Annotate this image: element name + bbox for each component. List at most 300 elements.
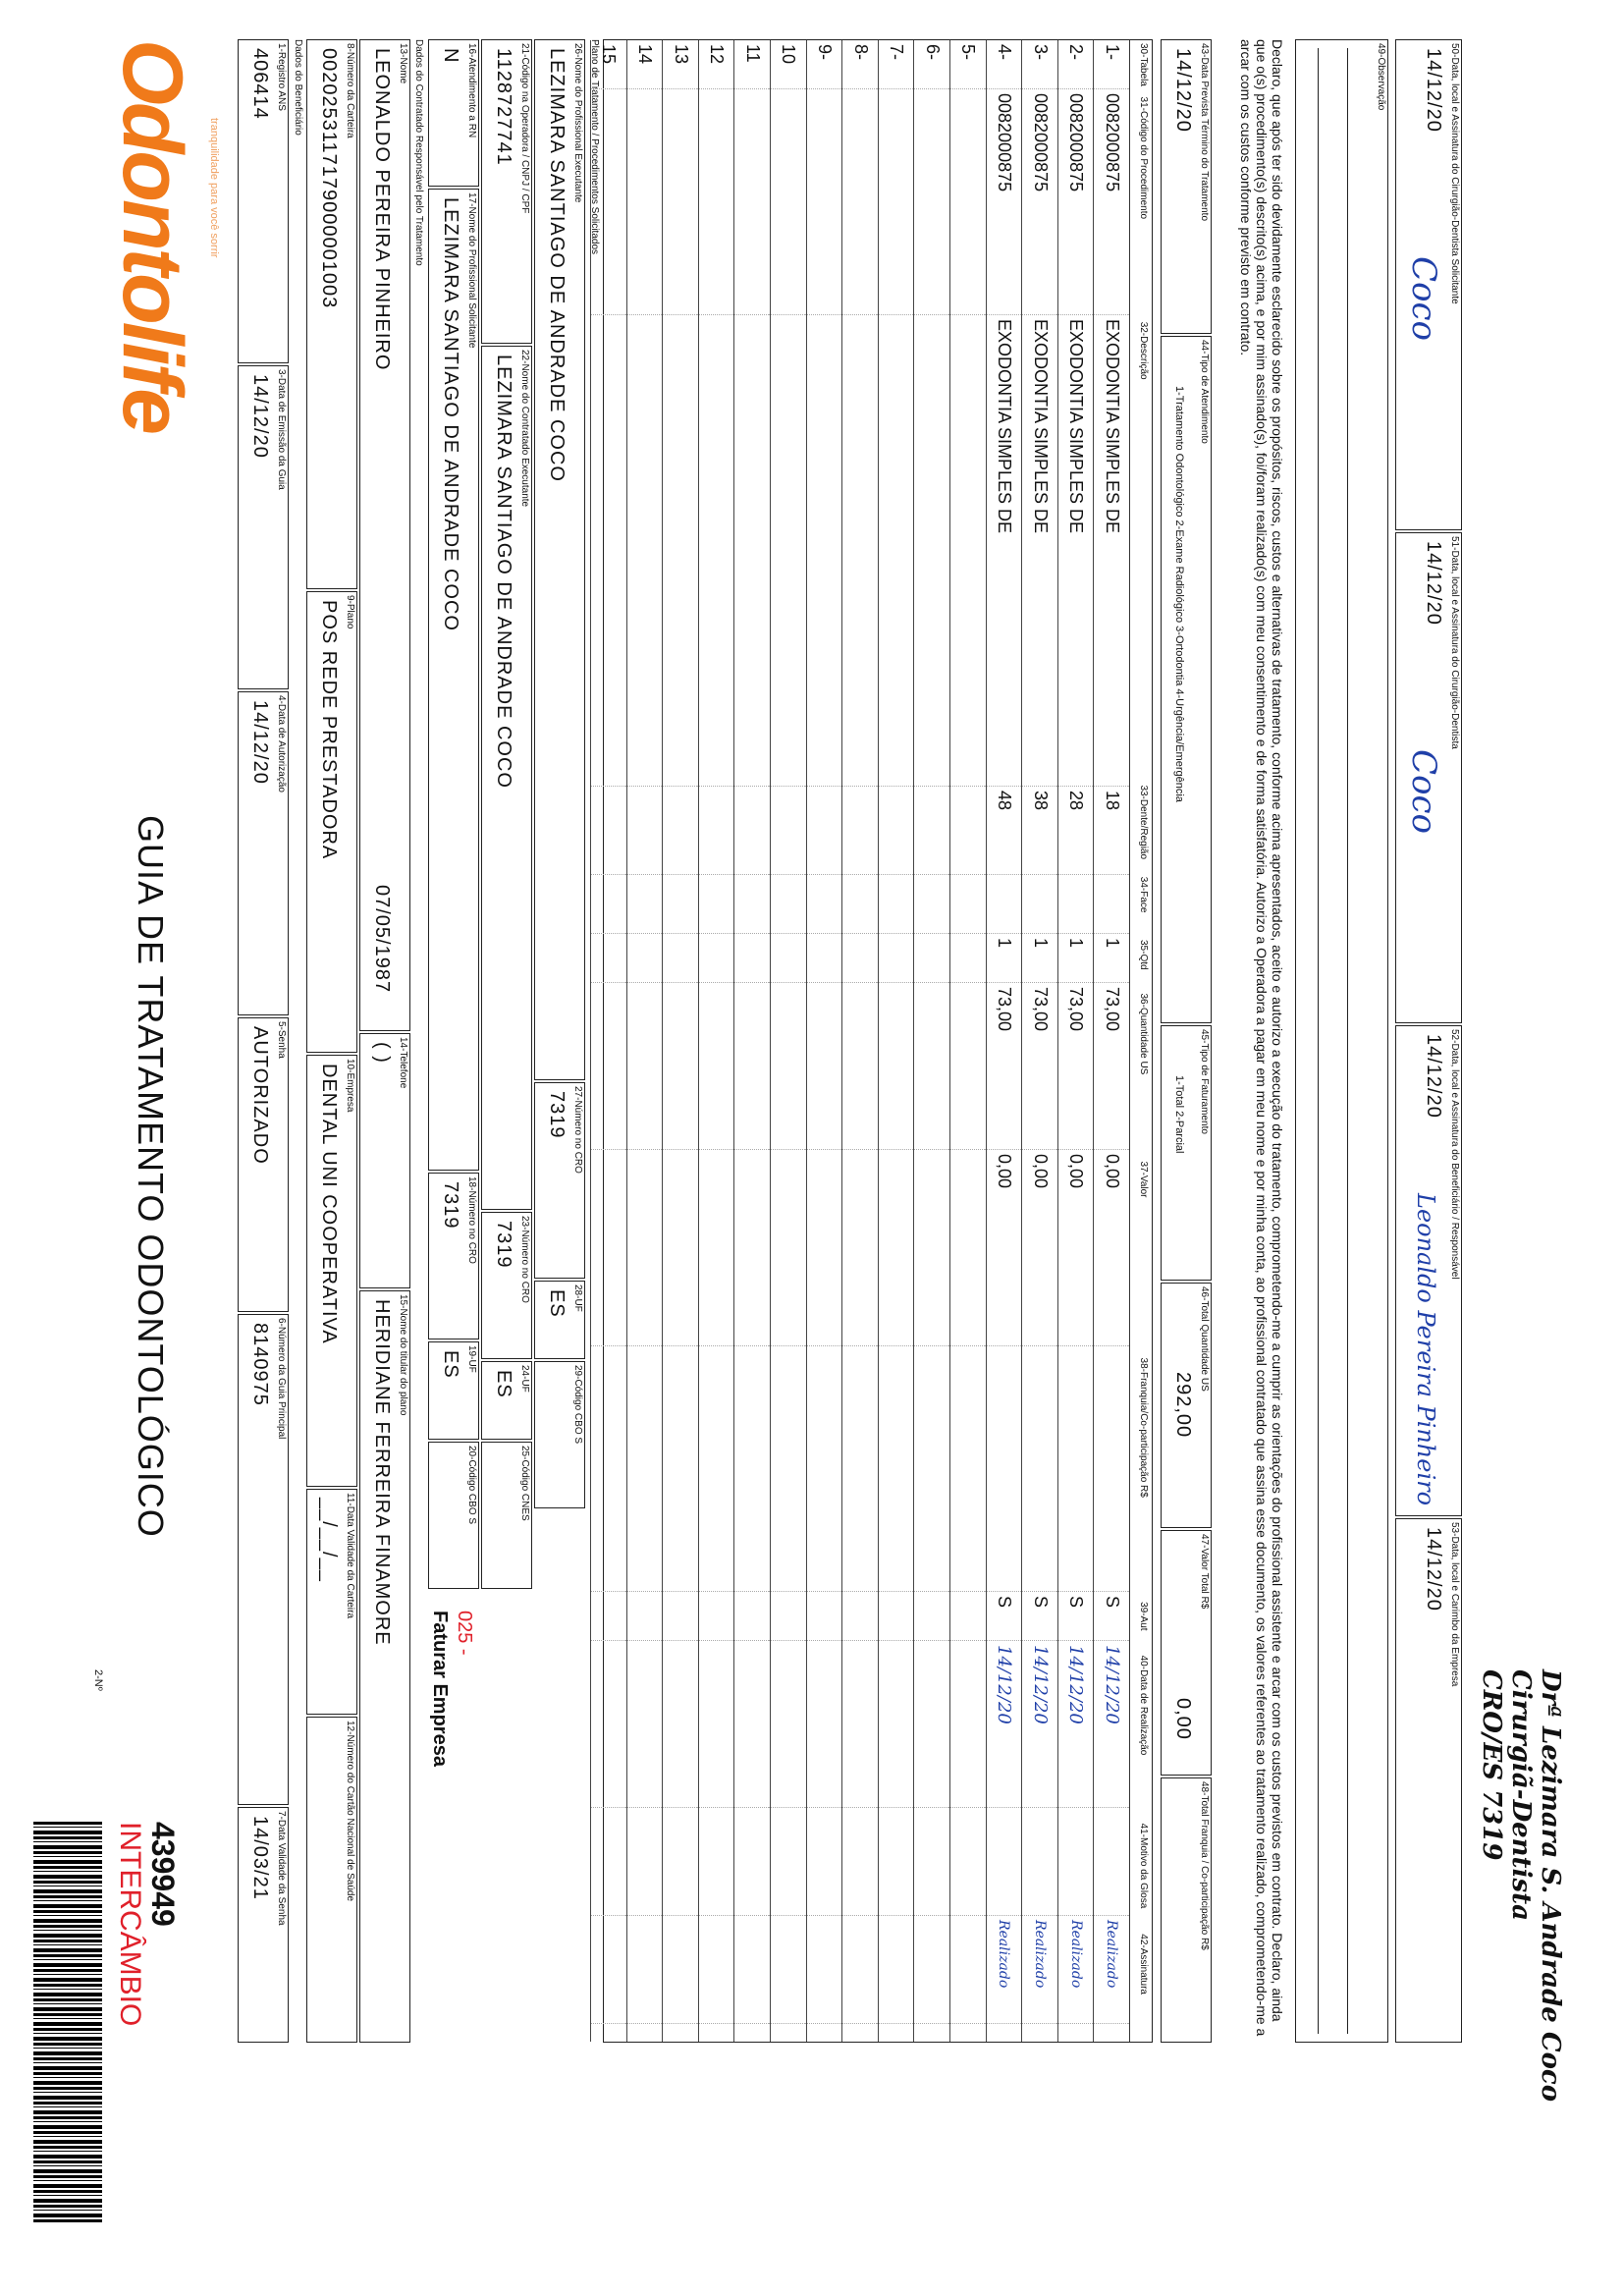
field-validade-carteira[interactable]: 11-Data Validade da Carteira __/__/__ <box>306 1489 357 1715</box>
procedure-code[interactable] <box>699 89 734 315</box>
row-number: 11 <box>734 40 770 89</box>
field-registro-ans[interactable]: 1-Registro ANS 406414 <box>238 39 289 363</box>
glosa-reason[interactable] <box>950 1808 986 1916</box>
table-row[interactable] <box>841 40 878 2042</box>
quantity[interactable]: 1 <box>1094 934 1129 983</box>
row-signature[interactable] <box>663 1916 698 2024</box>
signature-cirurgiao-mark: Coco <box>1404 749 1443 834</box>
quantity-us[interactable]: 73,00 <box>1058 983 1094 1150</box>
quantity[interactable]: 1 <box>1058 934 1094 983</box>
value[interactable] <box>734 1150 770 1346</box>
row-number: 3- <box>1022 40 1057 89</box>
header-face: 34-Face <box>1138 876 1149 913</box>
field-titular[interactable]: 15-Nome do titular do plano HERIDIANE FERREIRA FINAMORE <box>359 1290 410 2043</box>
procedure-description[interactable]: EXODONTIA SIMPLES DE <box>1058 315 1094 787</box>
copay[interactable] <box>807 1346 842 1592</box>
authorization[interactable] <box>771 1592 806 1641</box>
quantity-us[interactable] <box>627 983 663 1150</box>
tooth-face[interactable] <box>879 875 914 934</box>
table-row[interactable] <box>806 40 842 2042</box>
procedure-description[interactable] <box>734 315 770 787</box>
procedure-code[interactable] <box>950 89 986 315</box>
copay[interactable] <box>627 1346 663 1592</box>
realization-date[interactable] <box>591 1641 626 1808</box>
tooth-face[interactable] <box>1058 875 1094 934</box>
value[interactable] <box>950 1150 986 1346</box>
glosa-reason[interactable] <box>771 1808 806 1916</box>
value[interactable]: 0,00 <box>987 1150 1022 1346</box>
tooth-face[interactable] <box>914 875 949 934</box>
quantity-us[interactable] <box>734 983 770 1150</box>
realization-date[interactable] <box>914 1641 949 1808</box>
table-row[interactable] <box>733 40 770 2042</box>
header-qtd: 35-Qtd <box>1138 939 1149 970</box>
stamp-name: Drª Lezimara S. Andrade Coco <box>1536 1669 1565 2103</box>
barcode-icon <box>33 1822 102 2224</box>
realization-date[interactable] <box>699 1641 734 1808</box>
uf-solicitante-value: ES <box>440 1350 461 1379</box>
copay[interactable] <box>699 1346 734 1592</box>
tooth-face[interactable] <box>627 875 663 934</box>
realization-date[interactable]: 14/12/20 <box>1058 1641 1094 1808</box>
tooth-face[interactable] <box>1022 875 1057 934</box>
copay[interactable] <box>734 1346 770 1592</box>
procedure-description[interactable]: EXODONTIA SIMPLES DE <box>1022 315 1057 787</box>
quantity-us[interactable] <box>879 983 914 1150</box>
row-signature[interactable] <box>591 1916 626 2024</box>
quantity[interactable] <box>842 934 878 983</box>
uf-contratado-value: ES <box>493 1370 514 1398</box>
glosa-reason[interactable] <box>1058 1808 1094 1916</box>
value[interactable] <box>879 1150 914 1346</box>
row-number: 2- <box>1058 40 1094 89</box>
realization-date[interactable] <box>879 1641 914 1808</box>
field-cro-solicitante[interactable]: 18-Número no CRO 7319 <box>428 1173 479 1339</box>
row-number: 13 <box>663 40 698 89</box>
copay[interactable] <box>1058 1346 1094 1592</box>
quantity[interactable] <box>879 934 914 983</box>
header-aut: 39-Aut <box>1138 1602 1149 1631</box>
authorization[interactable] <box>879 1592 914 1641</box>
copay[interactable] <box>914 1346 949 1592</box>
table-row[interactable] <box>662 40 698 2042</box>
realization-date[interactable]: 14/12/20 <box>987 1641 1022 1808</box>
row-number: 15 <box>591 40 626 89</box>
field-guia-principal[interactable]: 6-Número da Guia Principal 8140975 <box>238 1314 289 1805</box>
procedure-code[interactable] <box>842 89 878 315</box>
field-uf-contratado[interactable]: 24-UF ES <box>481 1361 532 1440</box>
field-contratado-executante[interactable]: 22-Nome do Contratado Executante LEZIMARA SANTIAGO DE ANDRADE COCO <box>481 346 532 1210</box>
header-descricao: 32-Descrição <box>1138 321 1149 380</box>
tooth-region[interactable] <box>914 787 949 875</box>
page-title: GUIA DE TRATAMENTO ODONTOLÓGICO <box>131 815 171 1538</box>
row-signature[interactable] <box>842 1916 878 2024</box>
copay[interactable] <box>771 1346 806 1592</box>
copay[interactable] <box>1094 1346 1129 1592</box>
signature-empresa[interactable]: 53-Data, local e Carimbo da Empresa 14/12/20 <box>1395 1518 1462 2043</box>
tooth-face[interactable] <box>950 875 986 934</box>
observation-line <box>1347 48 1348 2034</box>
glosa-reason[interactable] <box>842 1808 878 1916</box>
field-codigo-operadora[interactable]: 21-Código na Operadora / CNPJ / CPF 1128727741 <box>481 39 532 344</box>
field-atendimento-rn[interactable]: 16-Atendimento a RN N <box>428 39 479 187</box>
procedure-code[interactable]: 0082000875 <box>1022 89 1057 315</box>
procedure-code[interactable] <box>807 89 842 315</box>
tipo-atendimento-options: 1-Tratamento Odontológico 2-Exame Radiológico 3-Ortodontia 4-Urgência/Emergência <box>1173 386 1185 802</box>
procedure-description[interactable] <box>842 315 878 787</box>
tooth-face[interactable] <box>591 875 626 934</box>
realization-date[interactable] <box>950 1641 986 1808</box>
glosa-reason[interactable] <box>734 1808 770 1916</box>
glosa-reason[interactable] <box>1022 1808 1057 1916</box>
glosa-reason[interactable] <box>807 1808 842 1916</box>
value[interactable] <box>771 1150 806 1346</box>
signature-solicitante-date: 14/12/20 <box>1423 48 1444 133</box>
row-number: 14 <box>627 40 663 89</box>
quantity-us[interactable] <box>950 983 986 1150</box>
procedure-description[interactable] <box>627 315 663 787</box>
quantity-us[interactable]: 73,00 <box>987 983 1022 1150</box>
procedure-description[interactable] <box>879 315 914 787</box>
glosa-reason[interactable] <box>987 1808 1022 1916</box>
quantity[interactable] <box>807 934 842 983</box>
copay[interactable] <box>1022 1346 1057 1592</box>
quantity[interactable] <box>734 934 770 983</box>
odontolife-logo: Odontolife <box>105 39 199 432</box>
tooth-face[interactable] <box>807 875 842 934</box>
quantity[interactable] <box>591 934 626 983</box>
field-cartao-nacional[interactable]: 12-Número do Cartão Nacional de Saúde <box>306 1717 357 2043</box>
copay[interactable] <box>879 1346 914 1592</box>
billing-text: Faturar Empresa <box>429 1611 451 1767</box>
field-cro-contratado[interactable]: 23-Número no CRO 7319 <box>481 1212 532 1359</box>
row-signature[interactable] <box>807 1916 842 2024</box>
procedure-description[interactable]: EXODONTIA SIMPLES DE <box>987 315 1022 787</box>
tooth-face[interactable] <box>842 875 878 934</box>
profissional-executante-value: LEZIMARA SANTIAGO DE ANDRADE COCO <box>546 48 568 482</box>
field-observacao[interactable]: 49-Observação <box>1295 39 1388 2043</box>
nome-value: LEONALDO PEREIRA PINHEIRO <box>371 48 393 371</box>
tooth-region[interactable] <box>734 787 770 875</box>
procedure-description[interactable] <box>699 315 734 787</box>
row-number: 7- <box>879 40 914 89</box>
realization-date[interactable] <box>771 1641 806 1808</box>
total-us-value: 292,00 <box>1172 1372 1194 1439</box>
procedure-description[interactable]: EXODONTIA SIMPLES DE <box>1094 315 1129 787</box>
guia-principal-value: 8140975 <box>249 1323 271 1406</box>
glosa-reason[interactable] <box>627 1808 663 1916</box>
row-signature[interactable] <box>914 1916 949 2024</box>
glosa-reason[interactable] <box>1094 1808 1129 1916</box>
field-data-emissao[interactable]: 3-Data de Emissão da Guia 14/12/20 <box>238 365 289 689</box>
quantity-us[interactable] <box>663 983 698 1150</box>
authorization[interactable] <box>807 1592 842 1641</box>
procedure-code[interactable]: 0082000875 <box>987 89 1022 315</box>
field-telefone[interactable]: 14-Telefone ( ) <box>359 1033 410 1288</box>
table-row[interactable] <box>626 40 663 2042</box>
copay[interactable] <box>987 1346 1022 1592</box>
procedures-table <box>599 39 1153 2043</box>
quantity[interactable]: 1 <box>987 934 1022 983</box>
row-signature[interactable] <box>950 1916 986 2024</box>
tooth-region[interactable] <box>842 787 878 875</box>
authorization[interactable] <box>663 1592 698 1641</box>
field-profissional-solicitante[interactable]: 17-Nome do Profissional Solicitante LEZIMARA SANTIAGO DE ANDRADE COCO <box>428 189 479 1171</box>
declaration-text: Declaro, que após ter sido devidamente esclarecido sobre os propósitos, riscos, custos e alternativas de tratamento, conforme acima apresentados, aceito e autorizo a execução do tratamento, comprometendo-me a cumprir as orientações do profissional assistente e arcar com os custos previstos em contrato. Declaro, ainda que o(s) procedimento(s) descrito(s) acima, e por mim assinado(s), foi/foram realizado(s) com meu consentimento e de forma satisfatória. Autorizo a Operadora a pagar em meu nome e por minha conta, ao profissional contratado que assina esse documento, os valores referentes ao tratamento realizado, comprometendo-me a arcar com os custos conforme previsto em contrato. <box>1238 39 1285 2037</box>
signature-beneficiario[interactable]: 52-Data, local e Assinatura do Beneficiário / Responsável 14/12/20 Leonaldo Pereira Pinheiro <box>1395 1025 1462 1516</box>
row-signature[interactable] <box>734 1916 770 2024</box>
birth-date-value: 07/05/1987 <box>371 885 393 994</box>
procedure-description[interactable] <box>950 315 986 787</box>
row-number: 12 <box>699 40 734 89</box>
value[interactable]: 0,00 <box>1022 1150 1057 1346</box>
procedure-description[interactable] <box>663 315 698 787</box>
signature-solicitante[interactable]: 50-Data, local e Assinatura do Cirurgião-Dentista Solicitante 14/12/20 Coco <box>1395 39 1462 530</box>
quantity[interactable] <box>950 934 986 983</box>
signature-solicitante-mark: Coco <box>1404 256 1443 341</box>
empresa-value: DENTAL UNI COOPERATIVA <box>318 1064 340 1344</box>
titular-value: HERIDIANE FERREIRA FINAMORE <box>371 1299 393 1646</box>
procedure-description[interactable] <box>914 315 949 787</box>
procedure-code[interactable] <box>591 89 626 315</box>
field-senha[interactable]: 5-Senha AUTORIZADO <box>238 1017 289 1312</box>
telefone-value: ( ) <box>371 1042 393 1064</box>
row-signature[interactable] <box>699 1916 734 2024</box>
quantity-us[interactable] <box>807 983 842 1150</box>
field-data-prevista[interactable]: 43-Data Prevista Término do Tratamento 14/12/20 <box>1161 39 1212 334</box>
value[interactable] <box>842 1150 878 1346</box>
glosa-reason[interactable] <box>663 1808 698 1916</box>
authorization[interactable] <box>734 1592 770 1641</box>
authorization[interactable]: S <box>1094 1592 1129 1641</box>
tooth-face[interactable] <box>663 875 698 934</box>
realization-date[interactable] <box>842 1641 878 1808</box>
realization-date[interactable] <box>627 1641 663 1808</box>
quantity[interactable] <box>699 934 734 983</box>
realization-date[interactable]: 14/12/20 <box>1022 1641 1057 1808</box>
row-signature[interactable]: Realizado <box>1058 1916 1094 2024</box>
value[interactable] <box>807 1150 842 1346</box>
field-plano[interactable]: 9-Plano POS REDE PRESTADORA <box>306 591 357 1053</box>
table-row[interactable] <box>1093 40 1129 2042</box>
row-signature[interactable] <box>879 1916 914 2024</box>
cro-contratado-value: 7319 <box>493 1221 514 1269</box>
field-data-autorizacao[interactable]: 4-Data de Autorização 14/12/20 <box>238 691 289 1015</box>
quantity-us[interactable] <box>771 983 806 1150</box>
validade-senha-value: 14/03/21 <box>249 1816 271 1900</box>
tooth-region[interactable] <box>950 787 986 875</box>
copay[interactable] <box>842 1346 878 1592</box>
section-procedimentos: Plano de Tratamento / Procedimentos Solicitados <box>589 39 600 255</box>
authorization[interactable]: S <box>1058 1592 1094 1641</box>
tooth-region[interactable] <box>627 787 663 875</box>
data-prevista-value: 14/12/20 <box>1172 48 1194 133</box>
tooth-face[interactable] <box>1094 875 1129 934</box>
procedure-description[interactable] <box>591 315 626 787</box>
header-assinatura: 42-Assinatura <box>1138 1934 1149 1995</box>
value[interactable] <box>914 1150 949 1346</box>
tooth-region[interactable]: 18 <box>1094 787 1129 875</box>
row-signature[interactable]: Realizado <box>1022 1916 1057 2024</box>
row-signature[interactable]: Realizado <box>987 1916 1022 2024</box>
table-row[interactable] <box>949 40 986 2042</box>
codigo-operadora-value: 1128727741 <box>493 48 514 166</box>
tooth-region[interactable] <box>699 787 734 875</box>
tooth-region[interactable]: 38 <box>1022 787 1057 875</box>
value[interactable]: 0,00 <box>1094 1150 1129 1346</box>
table-row[interactable] <box>878 40 914 2042</box>
tooth-region[interactable] <box>663 787 698 875</box>
authorization[interactable] <box>842 1592 878 1641</box>
value[interactable] <box>591 1150 626 1346</box>
field-cro-executante[interactable]: 27-Número no CRO 7319 <box>534 1082 585 1279</box>
glosa-reason[interactable] <box>699 1808 734 1916</box>
procedure-code[interactable] <box>914 89 949 315</box>
table-row[interactable] <box>590 40 626 2042</box>
header-motivo-glosa: 41-Motivo da Glosa <box>1138 1823 1149 1909</box>
procedures-rows <box>590 40 1129 2042</box>
row-number: 6- <box>914 40 949 89</box>
tooth-face[interactable] <box>699 875 734 934</box>
header-quantidade-us: 36-Quantidade US <box>1138 993 1149 1075</box>
valor-total-value: 0,00 <box>1172 1698 1194 1740</box>
row-signature[interactable]: Realizado <box>1094 1916 1129 2024</box>
field-uf-executante[interactable]: 28-UF ES <box>534 1281 585 1359</box>
quantity-us[interactable] <box>914 983 949 1150</box>
field-nome[interactable]: 13-Nome LEONALDO PEREIRA PINHEIRO 07/05/1987 <box>359 39 410 1031</box>
signature-beneficiario-date: 14/12/20 <box>1423 1034 1444 1119</box>
signature-beneficiario-mark: Leonaldo Pereira Pinheiro <box>1412 1193 1439 1506</box>
procedure-code[interactable] <box>771 89 806 315</box>
copay[interactable] <box>591 1346 626 1592</box>
quantity[interactable] <box>663 934 698 983</box>
row-signature[interactable] <box>771 1916 806 2024</box>
tooth-region[interactable] <box>807 787 842 875</box>
quantity-us[interactable] <box>591 983 626 1150</box>
field-cbo-executante[interactable]: 29-Código CBO S <box>534 1361 585 1508</box>
signature-cirurgiao[interactable]: 51-Data, local e Assinatura do Cirurgião-Dentista 14/12/20 Coco <box>1395 532 1462 1023</box>
tooth-face[interactable] <box>771 875 806 934</box>
quantity-us[interactable]: 73,00 <box>1094 983 1129 1150</box>
tooth-region[interactable] <box>591 787 626 875</box>
authorization[interactable] <box>950 1592 986 1641</box>
realization-date[interactable]: 14/12/20 <box>1094 1641 1129 1808</box>
tipo-faturamento-options: 1-Total 2-Parcial <box>1173 1075 1185 1154</box>
value[interactable] <box>627 1150 663 1346</box>
glosa-reason[interactable] <box>591 1808 626 1916</box>
tooth-region[interactable]: 48 <box>987 787 1022 875</box>
glosa-reason[interactable] <box>879 1808 914 1916</box>
field-valor-total[interactable]: 47-Valor Total R$ 0,00 <box>1161 1530 1212 1776</box>
header-franquia: 38-Franquia/Co-participação R$ <box>1138 1357 1149 1498</box>
field-total-us[interactable]: 46-Total Quantidade US 292,00 <box>1161 1283 1212 1528</box>
copay[interactable] <box>950 1346 986 1592</box>
tooth-region[interactable] <box>771 787 806 875</box>
procedure-description[interactable] <box>771 315 806 787</box>
field-tipo-faturamento[interactable]: 45-Tipo de Faturamento 1-Total 2-Parcial <box>1161 1025 1212 1281</box>
quantity-us[interactable] <box>699 983 734 1150</box>
tooth-region[interactable] <box>879 787 914 875</box>
stamp-cro: CRO/ES 7319 <box>1477 1669 1506 1861</box>
header-dente: 33-Dente/Região <box>1138 785 1149 860</box>
procedure-code[interactable] <box>734 89 770 315</box>
table-row[interactable] <box>1021 40 1057 2042</box>
via-label: 2-Nº <box>92 1669 104 1691</box>
table-row[interactable] <box>913 40 949 2042</box>
field-profissional-executante[interactable]: 26-Nome do Profissional Executante LEZIMARA SANTIAGO DE ANDRADE COCO <box>534 39 585 1080</box>
stamp-title: Cirurgiã-Dentista <box>1506 1669 1536 1921</box>
quantity[interactable] <box>627 934 663 983</box>
header-codigo: 31-Código do Procedimento <box>1138 96 1149 220</box>
authorization[interactable] <box>699 1592 734 1641</box>
table-row[interactable] <box>770 40 806 2042</box>
value[interactable] <box>699 1150 734 1346</box>
field-tipo-atendimento[interactable]: 44-Tipo de Atendimento 1-Tratamento Odontológico 2-Exame Radiológico 3-Ortodontia 4-Urgência/Emergência <box>1161 336 1212 1023</box>
quantity[interactable] <box>771 934 806 983</box>
row-number: 9- <box>807 40 842 89</box>
field-empresa[interactable]: 10-Empresa DENTAL UNI COOPERATIVA <box>306 1055 357 1487</box>
realization-date[interactable] <box>734 1641 770 1808</box>
field-validade-senha[interactable]: 7-Data Validade da Senha 14/03/21 <box>238 1807 289 2043</box>
quantity-us[interactable]: 73,00 <box>1022 983 1057 1150</box>
senha-value: AUTORIZADO <box>249 1026 271 1165</box>
cro-executante-value: 7319 <box>546 1091 568 1139</box>
authorization[interactable] <box>591 1592 626 1641</box>
field-total-franquia[interactable]: 48-Total Franquia / Co-participação R$ <box>1161 1777 1212 2043</box>
realization-date[interactable] <box>807 1641 842 1808</box>
table-row[interactable] <box>698 40 734 2042</box>
field-cnes[interactable]: 25-Código CNES <box>481 1442 532 1589</box>
header-data-realizacao: 40-Data de Realização <box>1138 1655 1149 1756</box>
procedure-code[interactable] <box>879 89 914 315</box>
quantity[interactable] <box>914 934 949 983</box>
procedure-code[interactable]: 0082000875 <box>1094 89 1129 315</box>
copay[interactable] <box>663 1346 698 1592</box>
contratado-executante-value: LEZIMARA SANTIAGO DE ANDRADE COCO <box>493 355 514 789</box>
authorization[interactable]: S <box>1022 1592 1057 1641</box>
table-row[interactable] <box>986 40 1022 2042</box>
field-cbo-solicitante[interactable]: 20-Código CBO S <box>428 1442 479 1589</box>
tooth-face[interactable] <box>987 875 1022 934</box>
tooth-face[interactable] <box>734 875 770 934</box>
numero-carteira-value: 0020253117179000001003 <box>318 48 340 309</box>
quantity-us[interactable] <box>842 983 878 1150</box>
authorization[interactable] <box>914 1592 949 1641</box>
row-number: 10 <box>771 40 806 89</box>
glosa-reason[interactable] <box>914 1808 949 1916</box>
realization-date[interactable] <box>663 1641 698 1808</box>
registro-ans-value: 406414 <box>249 48 271 120</box>
procedure-description[interactable] <box>807 315 842 787</box>
authorization[interactable] <box>627 1592 663 1641</box>
profissional-solicitante-value: LEZIMARA SANTIAGO DE ANDRADE COCO <box>440 197 461 631</box>
procedure-code[interactable]: 0082000875 <box>1058 89 1094 315</box>
value[interactable]: 0,00 <box>1058 1150 1094 1346</box>
professional-stamp <box>1477 1669 1565 2102</box>
field-numero-carteira[interactable]: 8-Número da Carteira 0020253117179000001003 <box>306 39 357 589</box>
quantity[interactable]: 1 <box>1022 934 1057 983</box>
atendimento-rn-value: N <box>440 48 461 64</box>
authorization[interactable]: S <box>987 1592 1022 1641</box>
table-row[interactable] <box>1057 40 1094 2042</box>
tooth-region[interactable]: 28 <box>1058 787 1094 875</box>
value[interactable] <box>663 1150 698 1346</box>
procedure-code[interactable] <box>663 89 698 315</box>
section-contratado: Dados do Contratado Responsável pelo Tratamento <box>413 39 424 266</box>
procedure-code[interactable] <box>627 89 663 315</box>
row-signature[interactable] <box>627 1916 663 2024</box>
field-uf-solicitante[interactable]: 19-UF ES <box>428 1341 479 1440</box>
